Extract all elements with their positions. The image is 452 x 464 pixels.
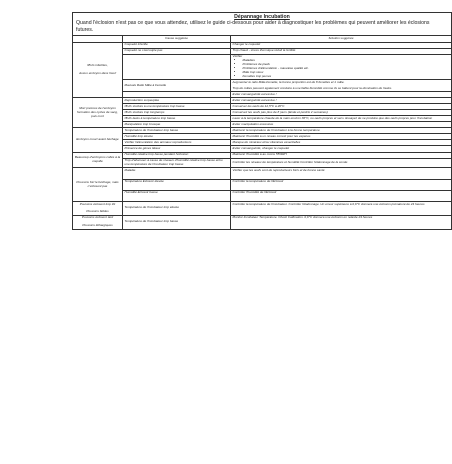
solution-cell: Conservez les œufs pas plus de 8 jours (âinde et perdrix 2 semaines)	[231, 110, 452, 116]
document-header	[72, 12, 452, 35]
category-text: Poussins léthargiques	[82, 223, 113, 228]
solution-cell: Maintenir l'humidité à au moins 55%RH	[231, 152, 452, 158]
category-text: Œufs infertiles,	[87, 63, 108, 68]
category-cell: Embryon mourt avant béchage	[73, 128, 123, 152]
category-cell	[73, 42, 123, 97]
solution-cell	[231, 80, 452, 92]
intro-paragraph: Quand l'éclosion n'est pas ce que vous attendez, utilisez le guide ci-dessous pour aider à diagnostiquer les problèmes qui peuvent améliorer les éclosions futures.	[76, 20, 430, 33]
cause-cell: Coquelet ne s'accouple pas	[123, 48, 231, 54]
table-row	[73, 158, 452, 168]
solution-cell: Eviter manipulation excessive	[231, 122, 452, 128]
table-row	[73, 190, 452, 201]
table-row	[73, 80, 452, 92]
table-row	[73, 202, 452, 216]
table-row	[73, 215, 452, 229]
solution-cell: Trop chaud - stress thermique réduit la fertilité	[231, 48, 452, 54]
category-cell	[73, 202, 123, 216]
cause-cell: Température de l'incubateur trop élevée	[123, 202, 231, 216]
category-cell: Mort précoce de l'embryon formation des cycles de sang, puis mort	[73, 98, 123, 128]
solution-list	[233, 59, 450, 78]
cause-cell: Température de l'incubateur trop basse	[123, 128, 231, 134]
solution-cell: Monitor Incubateur Température. Check Calibration. 0,6°C donnera une éclosion en retarde 24 heures	[231, 215, 452, 229]
category-text: Poussins faibles	[86, 209, 109, 214]
category-cell: Poussins fort le béchage, mais n'éclosent pas	[73, 168, 123, 202]
solution-text: Trop de mâles peuvent également conduire à une faible fécondité comme ils se battent pour la domination de l'autre.	[232, 85, 393, 90]
solution-cell: Vérifier que les œufs sont de reproducteurs forts et de bonne santé	[231, 168, 452, 179]
category-text: Poussins éclosent trop tôt	[79, 201, 116, 206]
header-cause: Cause suggérée	[123, 36, 231, 42]
solution-intro: Vérifier	[232, 54, 243, 59]
cause-cell	[123, 54, 231, 79]
solution-cell: Eviter consanguinité excessive !	[231, 92, 452, 98]
solution-cell	[231, 54, 452, 79]
troubleshooting-table	[72, 35, 452, 229]
cause-cell: Œufs stockés à une température trop basse	[123, 104, 231, 110]
list-item: • Mâle trop vieux	[243, 71, 450, 75]
cause-cell: Œufs lavés à température trop basse	[123, 116, 231, 122]
solution-cell: Changer le coquelet	[231, 42, 452, 48]
cause-cell: Humidité trop élevée	[123, 134, 231, 140]
category-text: Poussins éclosent tard	[81, 215, 114, 220]
cause-cell: Coquelet infertile	[123, 42, 231, 48]
cause-cell: Présence de gènes létaux	[123, 146, 231, 152]
list-item: • Problèmes d'alimentation - mauvaise qualité etc.	[243, 67, 450, 71]
list-item: • Femelles trop jeunes	[243, 75, 450, 79]
cause-cell: Œufs stockés trop longtemps	[123, 110, 231, 116]
table-row	[73, 54, 452, 79]
cause-cell: Température Éclosoir élevée	[123, 179, 231, 190]
cause-cell: Vérifier l'alimentation des animaux reproducteurs	[123, 140, 231, 146]
solution-cell: Eviter consanguinité excessive !	[231, 98, 452, 104]
cause-cell: Humidité Éclosoir basse	[123, 190, 231, 201]
solution-cell: Contrôler l'humidité de l'Éclosoir	[231, 190, 452, 201]
cause-cell: Humidité relative trop basse pendant l'éclosion	[123, 152, 231, 158]
list-item: • Problèmes de pieds	[243, 63, 450, 67]
troubleshooting-page	[72, 12, 452, 230]
solution-cell: Manque de minéraux et/ou vitamines essentielles	[231, 140, 452, 146]
solution-cell: Contrôler les niveaux de température et humidité Contrôler l'étalonnage de la sonde	[231, 158, 452, 168]
cause-cell: Température de l'incubateur trop basse	[123, 215, 231, 229]
page-title: Dépannage Incubation	[234, 14, 290, 20]
solution-cell: Maintenir la température de l'incubateur à la bonne température	[231, 128, 452, 134]
category-cell	[73, 215, 123, 229]
category-cell: Beaucoup d'embryons collés à la coquille	[73, 152, 123, 168]
cause-cell: Trop d'allumeen à cause de niveaux d'humidité relative trop basse et/ou une température de l'incubateur trop basse	[123, 158, 231, 168]
table-row	[73, 179, 452, 190]
cause-cell: Manipulation trop brusque	[123, 122, 231, 128]
solution-cell: Eviter consanguinité, changer le coquelet	[231, 146, 452, 152]
solution-cell: Contrôler la température de l'incubateur. Contrôler l'étalonnage. Un erreur supérieure à 0,6°C donnera une éclosion prématuré de 24 heures	[231, 202, 452, 216]
solution-cell: Maintenir l'humidité à un niveau correct pour les espèces	[231, 134, 452, 140]
cause-cell: Reproduction surpeuplée	[123, 98, 231, 104]
category-text: Aucun embryon dans l'œuf	[79, 70, 116, 75]
solution-cell: Contrôler la température de l'Éclosoir	[231, 179, 452, 190]
header-solution: Solution suggérée	[231, 36, 452, 42]
solution-cell: Conserver les œufs de 12,5°C à 20°C	[231, 104, 452, 110]
table-row	[73, 168, 452, 179]
solution-cell: Laver à la température chaude de la main environ 36°C, ou œufs propres et secs. Essayez de ne produire que des œufs propres pour l'incubation	[231, 116, 452, 122]
cause-cell: Mauvais Ratio Mâle à Femelle	[123, 80, 231, 92]
solution-text: Augmenter le ratio Mâle-Femelle, la bonne proportion est de 8 femelles et 1 mâle.	[232, 79, 345, 84]
cause-cell: Maladie	[123, 168, 231, 179]
list-item: • Maladies	[243, 59, 450, 63]
